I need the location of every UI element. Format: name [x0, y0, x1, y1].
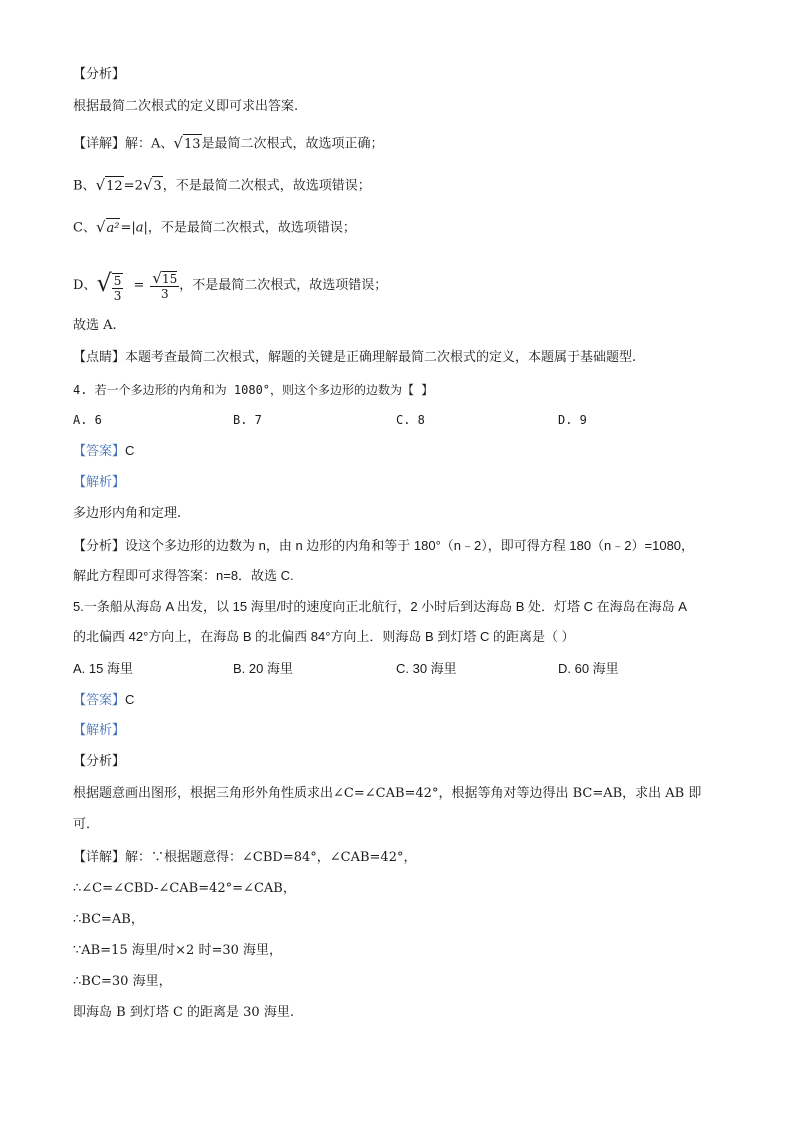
q4-topic: 多边形内角和定理. [73, 506, 182, 521]
q5-detail-5: ∴BC=30 海里， [73, 974, 172, 989]
detail-a-tail: 是最简二次根式，故选项正确； [201, 136, 384, 152]
q5-detail-1: 【详解】解：∵根据题意得：∠CBD=84°，∠CAB=42°， [73, 850, 417, 865]
q5-answer-label: 【答案】 [73, 692, 126, 707]
q5-answer-value: C [125, 692, 135, 707]
q5-detail-3: ∴BC=AB， [73, 912, 144, 927]
q5-option-d: D. 60 海里 [558, 661, 619, 676]
q5-detail-2: ∴∠C=∠CBD-∠CAB=42°=∠CAB， [73, 881, 296, 896]
q4-option-b: B. 7 [233, 413, 262, 427]
q4-analysis-line2: 解此方程即可求得答案：n=8．故选 C. [73, 568, 294, 583]
abs-a: =|a| [120, 220, 148, 236]
q5-option-a: A. 15 海里 [73, 661, 133, 676]
q5-option-c: C. 30 海里 [396, 661, 457, 676]
option-c-prefix: C、 [73, 220, 96, 236]
q4-option-a: A. 6 [73, 413, 102, 427]
q5-detail-4: ∵AB=15 海里/时×2 时=30 海里， [73, 943, 283, 958]
detail-line-b [73, 175, 371, 197]
analysis-label: 【分析】 [73, 67, 126, 82]
q4-analysis-line1: 【分析】设这个多边形的边数为 n，由 n 边形的内角和等于 180°（n﹣2），即可得方程 180（n﹣2）=1080， [73, 538, 695, 553]
sqrt-a-squared: √a² [96, 217, 121, 239]
detail-line-c [73, 217, 356, 239]
q5-analysis-line1: 根据题意画出图形，根据三角形外角性质求出∠C=∠CAB=42°，根据等角对等边得出 BC=AB，求出 AB 即 [73, 786, 702, 801]
q4-answer-value: C [125, 443, 135, 458]
q4-option-d: D. 9 [558, 413, 587, 427]
q5-analysis-line2: 可． [73, 817, 100, 832]
q4-question: 4. 若一个多边形的内角和为 1080°，则这个多边形的边数为【 】 [73, 383, 434, 397]
fraction-result: $\frac{√15}{3}$ [152, 268, 178, 301]
q4-option-c: C. 8 [396, 413, 425, 427]
sqrt-3: √3 [143, 175, 163, 197]
q5-question-line2: 的北偏西 42°方向上，在海岛 B 的北偏西 84°方向上．则海岛 B 到灯塔 C 的距离是（ ） [73, 629, 575, 644]
detail-label: 【详解】解：A、 [73, 136, 174, 152]
choice-line: 故选 A. [73, 318, 117, 333]
detail-line-d [73, 268, 387, 303]
detail-c-tail: ，不是最简二次根式，故选项错误； [147, 220, 356, 236]
equals-2: =2 [123, 178, 143, 194]
q4-answer-label: 【答案】 [73, 443, 126, 458]
q5-answer-line [73, 690, 134, 710]
q5-option-b: B. 20 海里 [233, 661, 293, 676]
q4-answer-line [73, 441, 134, 461]
detail-d-tail: ，不是最简二次根式，故选项错误； [179, 278, 388, 293]
q4-explain-label: 【解析】 [73, 475, 126, 490]
q5-detail-6: 即海岛 B 到灯塔 C 的距离是 30 海里. [73, 1005, 294, 1020]
sqrt-12: √12 [96, 175, 124, 197]
sqrt-13: √13 [173, 133, 201, 155]
q5-analysis-label: 【分析】 [73, 754, 126, 769]
q5-explain-label: 【解析】 [73, 723, 126, 738]
analysis-text: 根据最简二次根式的定义即可求出答案. [73, 99, 299, 114]
detail-line-a [73, 133, 384, 155]
equals-sign: = [133, 278, 145, 293]
option-b-prefix: B、 [73, 178, 96, 194]
sqrt-fraction: √ $\frac{5}{3}$ [96, 269, 122, 303]
q5-question-line1: 5.一条船从海岛 A 出发，以 15 海里/时的速度向正北航行，2 小时后到达海岛 B 处．灯塔 C 在海岛在海岛 A [73, 599, 687, 614]
option-d-prefix: D、 [73, 278, 97, 293]
comment-line: 【点睛】本题考查最简二次根式，解题的关键是正确理解最简二次根式的定义，本题属于基础题型. [73, 350, 637, 365]
detail-b-tail: ，不是最简二次根式，故选项错误； [162, 178, 371, 194]
